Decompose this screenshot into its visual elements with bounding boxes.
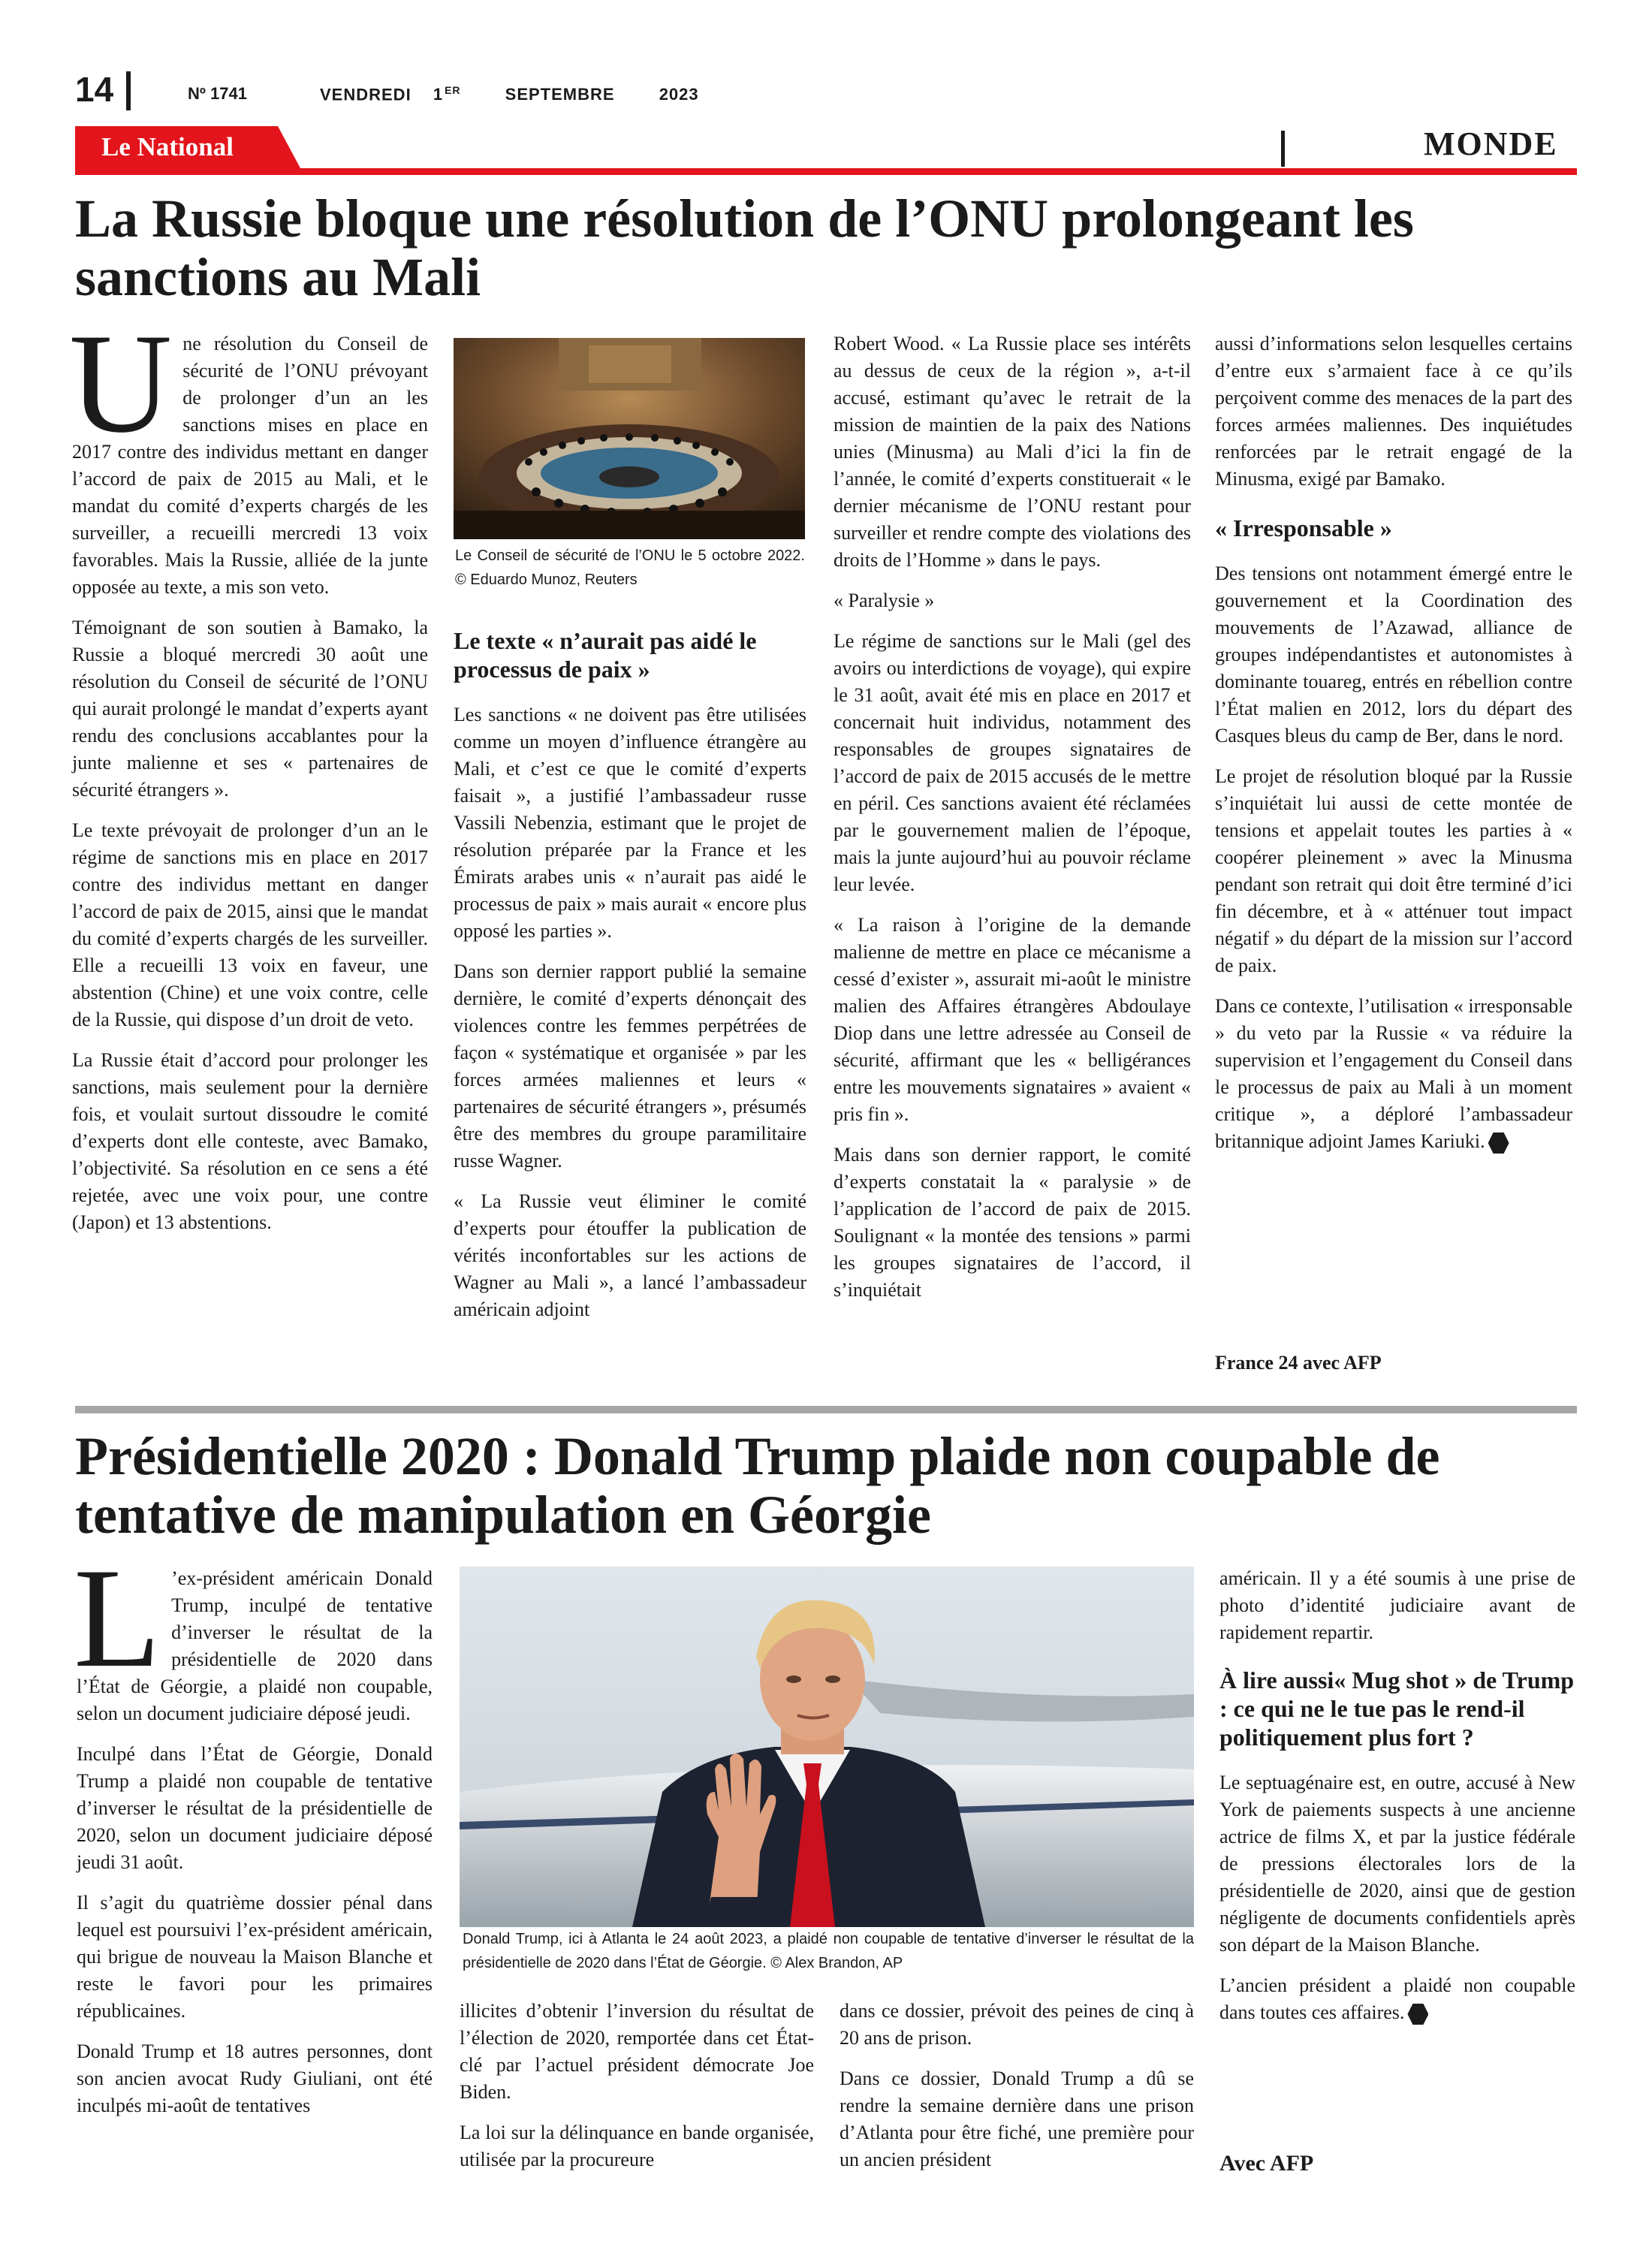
donald-trump-photo [460, 1567, 1194, 1927]
issue-date [320, 84, 699, 104]
article2-credit: Avec AFP [1219, 2151, 1314, 2176]
date-year: 2023 [659, 85, 699, 104]
article2-dropcap: L [74, 1540, 161, 1697]
page-number: 14 [75, 70, 114, 109]
article1-paragraph: « La raison à l’origine de la demande malienne de mettre en place ce mécanisme a cessé d’exister », assurait mi-août le ministre malien des Affaires étrangères Abdoulaye Diop dans une lettre adressée au Conseil de sécurité, affirmant que les « belligérances entre les mouvements signataires » avaient « pris fin ». [834, 914, 1191, 1125]
article1-column-4 [1215, 330, 1572, 1169]
date-sup: ER [445, 84, 461, 96]
article2-paragraph: La loi sur la délinquance en bande organisée, utilisée par la procureure [460, 2122, 814, 2170]
article1-paragraph: aussi d’informations selon lesquelles certains d’entre eux s’armaient face à ce qu’ils perçoivent comme des menaces de la part des forces armées maliennes. Des inquiétudes renforcées par le retrait engagé de la Minusma, exigé par Bamako. [1215, 333, 1572, 490]
article1-paragraph: Témoignant de son soutien à Bamako, la Russie a bloqué mercredi 30 août une résolution du Conseil de sécurité de l’ONU qui aurait prolongé le mandat d’experts ayant rendu des conclusions accablantes pour la junte malienne et ses « partenaires de sécurité étrangers ». [72, 617, 428, 801]
article2-paragraph: dans ce dossier, prévoit des peines de cinq à 20 ans de prison. [840, 2000, 1194, 2049]
article2-paragraph: illicites d’obtenir l’inversion du résultat de l’élection de 2020, remportée dans cet État-clé par l’actuel président démocrate Joe Biden. [460, 2000, 814, 2103]
article2-paragraph: L’ancien président a plaidé non coupable dans toutes ces affaires. [1219, 1974, 1575, 2023]
article2-photo-caption: Donald Trump, ici à Atlanta le 24 août 2023, a plaidé non coupable de tentative d’inverser le résultat de la présidentielle de 2020 dans l’État de Géorgie. © Alex Brandon, AP [463, 1931, 1194, 1971]
article2-paragraph: ’ex-président américain Donald Trump, inculpé de tentative d’inverser le résultat de la présidentielle de 2020 dans l’État de Géorgie, a plaidé non coupable, selon un document judiciaire déposé jeudi. [77, 1567, 433, 1724]
article1-subheading: Le texte « n’aurait pas aidé le processus de paix » [454, 627, 757, 683]
end-of-article-mark [1407, 2004, 1428, 2025]
article1-column-1 [69, 305, 428, 1250]
section-separator [1281, 131, 1285, 167]
article1-paragraph: Robert Wood. « La Russie place ses intérêts au dessus de ceux de la région », a-t-il accusé, estimant qu’avec le retrait de la mission de maintien de la paix des Nations unies (Minusma) au Mali d’ici la fin de l’année, le comité d’experts constituerait « le dernier mécanisme de l’ONU restant pour surveiller et rendre compte des violations des droits de l’Homme » dans le pays. [834, 333, 1191, 571]
article1-credit: France 24 avec AFP [1215, 1352, 1382, 1374]
article1-paragraph: Le texte prévoyait de prolonger d’un an le régime de sanctions mis en place en 2017 contre des individus mettant en danger l’accord de paix de 2015, ainsi que le mandat du comité d’experts chargés de les surveiller. Elle a recueilli 13 voix en faveur, une abstention (Chine) et une voix contre, celle de la Russie, qui dispose d’un droit de veto. [72, 819, 428, 1030]
article1-paragraph: Mais dans son dernier rapport, le comité d’experts constatait la « paralysie » de l’application de l’accord de paix de 2015. Soulignant « la montée des tensions » parmi les groupes signataires de l’accord, il s’inquiétait [834, 1144, 1191, 1301]
issue-number: Nº 1741 [188, 84, 247, 103]
article2-paragraph: Inculpé dans l’État de Géorgie, Donald Trump a plaidé non coupable de tentative d’inverser le résultat de la présidentielle de 2020, selon un document judiciaire déposé jeudi 31 août. [77, 1743, 433, 1873]
date-day: VENDREDI [320, 85, 411, 104]
article1-paragraph: Le régime de sanctions sur le Mali (gel des avoirs ou interdictions de voyage), qui expire le 31 août, avait été mis en place en 2017 et concernait huit individus, notamment des responsables de groupes signataires de l’accord de paix de 2015 accusés de le mettre en péril. Ces sanctions avaient été réclamées par le gouvernement malien de l’époque, mais la junte aujourd’hui au pouvoir réclame leur levée. [834, 630, 1191, 895]
end-of-article-mark [1488, 1133, 1509, 1154]
article2-column-1 [74, 1540, 433, 2133]
brand-name: Le National [101, 132, 234, 161]
date-month: SEPTEMBRE [505, 85, 615, 104]
article2-column-2 [460, 1998, 814, 2187]
page-number-separator [126, 71, 131, 110]
date-num: 1 [433, 85, 444, 104]
article2-headline-block [75, 1427, 1577, 1544]
article2-column-4 [1219, 1565, 1575, 2040]
article1-column-2 [454, 623, 806, 1337]
article2-headline: Présidentielle 2020 : Donald Trump plaide non coupable de tentative de manipulation en Géorgie [75, 1426, 1440, 1545]
article1-headline-block [75, 189, 1562, 306]
article1-paragraph: « Paralysie » [834, 590, 935, 611]
article-divider [75, 1406, 1577, 1413]
article1-paragraph: Le projet de résolution bloqué par la Russie s’inquiétait lui aussi de cette montée de tensions et appelait toutes les parties à « coopérer pleinement » avec la Minusma pendant son retrait qui doit être terminé d’ici fin décembre, et à « atténuer tout impact négatif » du départ de la mission sur l’accord de paix. [1215, 765, 1572, 976]
article1-paragraph: « La Russie veut éliminer le comité d’experts pour étouffer la publication de vérités inconfortables sur les actions de Wagner au Mali », a lancé l’ambassadeur américain adjoint [454, 1190, 806, 1320]
article1-dropcap: U [69, 305, 173, 463]
un-security-council-photo [454, 338, 805, 539]
header-rule [75, 168, 1577, 175]
article2-paragraph: Il s’agit du quatrième dossier pénal dans lequel est poursuivi l’ex-président américain, qui brigue de nouveau la Maison Blanche et reste le favori pour les primaires républicaines. [77, 1892, 433, 2022]
article2-paragraph: Donald Trump et 18 autres personnes, dont son ancien avocat Rudy Giuliani, ont été inculpés mi-août de tentatives [77, 2040, 433, 2116]
section-title: MONDE [1424, 125, 1558, 162]
article1-paragraph: Dans son dernier rapport publié la semaine dernière, le comité d’experts dénonçait des violences contre les femmes perpétrées de façon « systématique et organisée » par les forces armées maliennes et leurs « partenaires de sécurité étrangers », présumés être des membres du groupe paramilitaire russe Wagner. [454, 961, 806, 1172]
article2-paragraph: Le septuagénaire est, en outre, accusé à New York de paiements suspects à une ancienne actrice de films X, et par la justice fédérale de pressions électorales lors de la présidentielle de 2020, ainsi que de gestion négligente de documents confidentiels après son départ de la Maison Blanche. [1219, 1772, 1575, 1956]
article1-paragraph: Des tensions ont notamment émergé entre le gouvernement et la Coordination des mouvements de l’Azawad, alliance de groupes indépendantistes et autonomistes à dominante touareg, entrés en rébellion contre l’État malien en 2012, lors du départ des Casques bleus du camp de Ber, dans le nord. [1215, 562, 1572, 746]
article1-column-3 [834, 330, 1191, 1317]
article2-read-also-link[interactable]: À lire aussi« Mug shot » de Trump : ce qui ne le tue pas le rend-il politiquement plus fort ? [1219, 1666, 1575, 1751]
article1-paragraph: ne résolution du Conseil de sécurité de l’ONU prévoyant de prolonger d’un an les sanctions mises en place en 2017 contre des individus mettant en danger l’accord de paix de 2015 au Mali, et le mandat du comité d’experts chargés de les surveiller, a recueilli mercredi 13 voix favorables. Mais la Russie, alliée de la junte opposée au texte, a mis son veto. [72, 333, 428, 598]
article1-paragraph: Dans ce contexte, l’utilisation « irresponsable » du veto par la Russie « va réduire la supervision et l’engagement du Conseil dans le processus de paix au Mali à un moment critique », a déploré l’ambassadeur britannique adjoint James Kariuki. [1215, 995, 1572, 1152]
article1-subheading-irresponsable: « Irresponsable » [1215, 514, 1392, 541]
article1-paragraph: Les sanctions « ne doivent pas être utilisées comme un moyen d’influence étrangère au Mali, et c’est ce que le comité d’experts faisait », a justifié l’ambassadeur russe Vassili Nebenzia, estimant que le projet de résolution préparée par la France et les Émirats arabes unis « n’aurait pas aidé le processus de paix » mais aurait « encore plus opposé les parties ». [454, 704, 806, 942]
article1-paragraph: La Russie était d’accord pour prolonger les sanctions, mais seulement pour la dernière fois, et voulait surtout dissoudre le comité d’experts dont elle conteste, avec Bamako, l’objectivité. Sa résolution en ce sens a été rejetée, avec une voix pour, une contre (Japon) et 13 abstentions. [72, 1049, 428, 1233]
article1-photo-caption: Le Conseil de sécurité de l’ONU le 5 octobre 2022. © Eduardo Munoz, Reuters [455, 547, 805, 588]
article1-headline: La Russie bloque une résolution de l’ONU prolongeant les sanctions au Mali [75, 189, 1414, 307]
article2-paragraph: Dans ce dossier, Donald Trump a dû se rendre la semaine dernière dans une prison d’Atlanta pour être fiché, une première pour un ancien président [840, 2068, 1194, 2170]
article2-column-3 [840, 1998, 1194, 2187]
article2-paragraph: américain. Il y a été soumis à une prise de photo d’identité judiciaire avant de rapidement repartir. [1219, 1567, 1575, 1643]
